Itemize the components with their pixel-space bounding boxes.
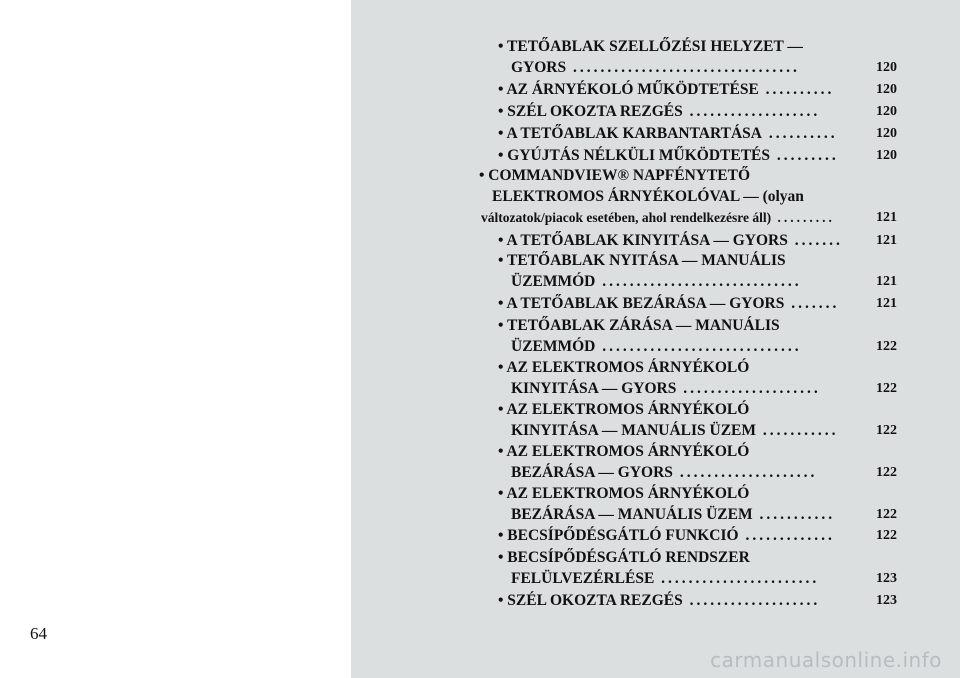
dot-leader: ....... — [787, 232, 843, 249]
toc-entry-title: változatok/piacok esetében, ahol rendelkezésre áll) — [481, 210, 772, 225]
toc-entry-title: ÜZEMMÓD — [511, 338, 596, 355]
toc-page-number: 122 — [876, 465, 897, 480]
toc-entry[interactable] — [511, 57, 897, 78]
dot-leader: ......... — [770, 147, 839, 164]
toc-entry-title: • AZ ÁRNYÉKOLÓ MŰKÖDTETÉSE — [498, 81, 759, 98]
toc-entry[interactable] — [498, 79, 897, 100]
toc-entry-line[interactable] — [479, 165, 897, 186]
dot-leader: .................... — [676, 380, 821, 397]
page-number: 64 — [30, 624, 47, 643]
toc-entry[interactable] — [498, 101, 897, 122]
toc-entry-line[interactable] — [498, 250, 897, 271]
toc-page-number: 122 — [876, 528, 897, 543]
table-of-contents — [351, 0, 960, 678]
dot-leader: ............................. — [595, 338, 802, 355]
toc-entry-title: BEZÁRÁSA — MANUÁLIS ÜZEM — [511, 506, 753, 523]
toc-page-number: 121 — [876, 274, 897, 289]
toc-entry[interactable] — [511, 504, 897, 525]
toc-entry[interactable] — [498, 123, 897, 144]
toc-page-number: 123 — [876, 593, 897, 608]
toc-entry-title: • AZ ELEKTROMOS ÁRNYÉKOLÓ — [498, 359, 750, 376]
toc-entry-title: • TETŐABLAK SZELLŐZÉSI HELYZET — — [498, 38, 803, 55]
toc-entry-title: GYORS — [511, 59, 567, 76]
toc-entry[interactable] — [511, 271, 897, 292]
toc-entry[interactable] — [498, 230, 897, 251]
toc-page-number: 120 — [876, 148, 897, 163]
dot-leader: ................................. — [566, 59, 800, 76]
toc-entry-title: ÜZEMMÓD — [511, 273, 596, 290]
dot-leader: .......... — [758, 81, 835, 98]
toc-entry[interactable] — [498, 293, 897, 314]
toc-page-number: 123 — [876, 571, 897, 586]
toc-entry[interactable] — [511, 336, 897, 357]
toc-entry-title: KINYITÁSA — MANUÁLIS ÜZEM — [511, 422, 757, 439]
toc-page-number: 122 — [876, 423, 897, 438]
toc-entry-line[interactable] — [498, 357, 897, 378]
toc-entry-title: FELÜLVEZÉRLÉSE — [511, 570, 655, 587]
dot-leader: ....... — [784, 295, 840, 312]
toc-page-number: 120 — [876, 60, 897, 75]
toc-entry-title: ELEKTROMOS ÁRNYÉKOLÓVAL — (olyan — [492, 188, 804, 205]
dot-leader: ................... — [682, 103, 821, 120]
toc-entry-line[interactable] — [498, 399, 897, 420]
right-page — [351, 0, 960, 678]
toc-entry[interactable] — [511, 420, 897, 441]
toc-entry-title: • SZÉL OKOZTA REZGÉS — [498, 592, 683, 609]
toc-entry[interactable] — [498, 145, 897, 166]
toc-entry-line[interactable] — [498, 547, 897, 568]
dot-leader: ......... — [771, 210, 835, 225]
toc-page-number: 120 — [876, 82, 897, 97]
dot-leader: ........... — [752, 506, 836, 523]
toc-entry-title: • SZÉL OKOZTA REZGÉS — [498, 103, 683, 120]
toc-entry-title: • AZ ELEKTROMOS ÁRNYÉKOLÓ — [498, 485, 750, 502]
toc-entry[interactable] — [511, 462, 897, 483]
toc-entry-title: • AZ ELEKTROMOS ÁRNYÉKOLÓ — [498, 401, 750, 418]
toc-entry[interactable] — [498, 590, 897, 611]
toc-page-number: 120 — [876, 126, 897, 141]
dot-leader: ....................... — [654, 570, 820, 587]
toc-entry-title: BEZÁRÁSA — GYORS — [511, 464, 673, 481]
dot-leader: ........... — [756, 422, 839, 439]
toc-entry-title: • TETŐABLAK NYITÁSA — MANUÁLIS — [498, 252, 786, 269]
toc-page-number: 121 — [876, 210, 897, 225]
toc-entry-title: • GYÚJTÁS NÉLKÜLI MŰKÖDTETÉS — [498, 147, 770, 164]
toc-entry-line[interactable] — [498, 36, 897, 57]
toc-page-number: 122 — [876, 339, 897, 354]
toc-entry[interactable] — [511, 378, 897, 399]
toc-entry[interactable] — [511, 568, 897, 589]
toc-entry-title: • A TETŐABLAK BEZÁRÁSA — GYORS — [498, 295, 785, 312]
toc-entry-line[interactable] — [492, 186, 897, 207]
toc-page-number: 120 — [876, 104, 897, 119]
dot-leader: .......... — [762, 125, 838, 142]
toc-entry-title: • BECSÍPŐDÉSGÁTLÓ FUNKCIÓ — [498, 527, 739, 544]
toc-entry-line[interactable] — [498, 315, 897, 336]
toc-entry-line[interactable] — [498, 483, 897, 504]
toc-entry[interactable] — [481, 207, 897, 228]
toc-page-number: 121 — [876, 233, 897, 248]
toc-entry-title: • A TETŐABLAK KARBANTARTÁSA — [498, 125, 762, 142]
watermark: carmanualsonline.info — [710, 648, 942, 672]
toc-page-number: 122 — [876, 507, 897, 522]
dot-leader: .................... — [672, 464, 818, 481]
toc-entry-title: KINYITÁSA — GYORS — [511, 380, 677, 397]
toc-entry-title: • TETŐABLAK ZÁRÁSA — MANUÁLIS — [498, 317, 780, 334]
left-page — [0, 0, 351, 678]
toc-entry-title: • COMMANDVIEW® NAPFÉNYTETŐ — [479, 167, 751, 184]
toc-page-number: 121 — [876, 296, 897, 311]
dot-leader: ............................. — [595, 273, 802, 290]
dot-leader: ................... — [682, 592, 821, 609]
dot-leader: ............. — [738, 527, 835, 544]
toc-page-number: 122 — [876, 381, 897, 396]
toc-entry-title: • BECSÍPŐDÉSGÁTLÓ RENDSZER — [498, 549, 750, 566]
toc-entry[interactable] — [498, 525, 897, 546]
toc-entry-line[interactable] — [498, 441, 897, 462]
toc-entry-title: • AZ ELEKTROMOS ÁRNYÉKOLÓ — [498, 443, 750, 460]
toc-entry-title: • A TETŐABLAK KINYITÁSA — GYORS — [498, 232, 788, 249]
